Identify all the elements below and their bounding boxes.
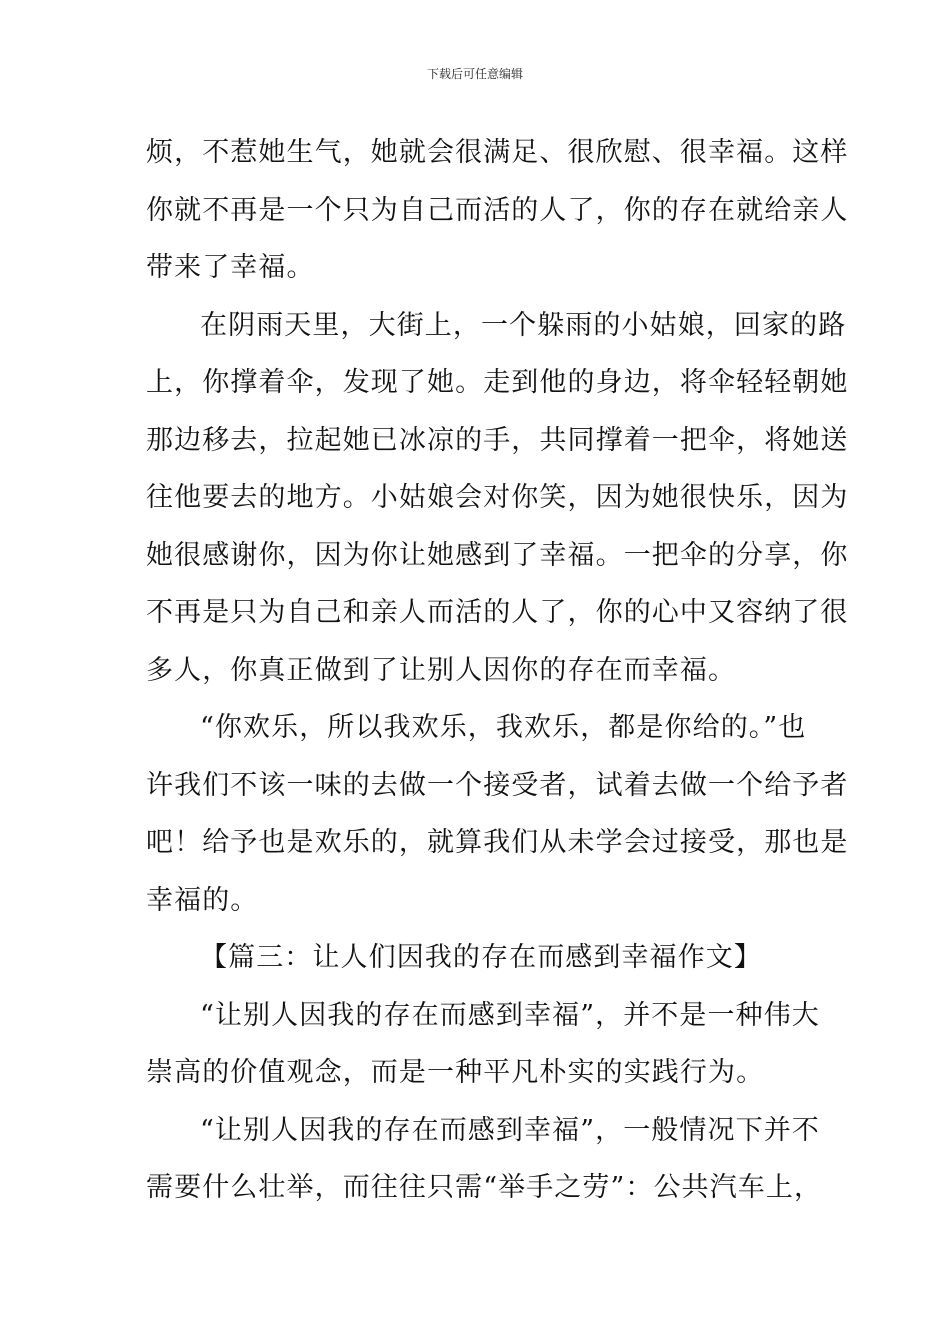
paragraph-line: “你欢乐，所以我欢乐，我欢乐，都是你给的。”也 (200, 712, 807, 743)
paragraph-line: 多人，你真正做到了让别人因你的存在而幸福。 (146, 654, 737, 686)
paragraph-line: 不再是只为自己和亲人而活的人了，你的心中又容纳了很 (146, 597, 849, 628)
paragraph-line: 她很感谢你，因为你让她感到了幸福。一把伞的分享，你 (146, 539, 849, 571)
paragraph-line: 幸福的。 (146, 884, 259, 916)
paragraph-line: 你就不再是一个只为自己而活的人了，你的存在就给亲人 (146, 194, 849, 226)
paragraph-line: 带来了幸福。 (146, 252, 315, 283)
paragraph-line: 烦，不惹她生气，她就会很满足、很欣慰、很幸福。这样 (146, 137, 849, 168)
section-heading-text: 【篇三：让人们因我的存在而感到幸福作文】 (200, 942, 762, 973)
paragraph-line: 上，你撑着伞，发现了她。走到他的身边，将伞轻轻朝她 (146, 367, 849, 398)
paragraph-5 (146, 1102, 823, 1217)
paragraph-line: 往他要去的地方。小姑娘会对你笑，因为她很快乐，因为 (146, 482, 849, 513)
paragraph-line: 那边移去，拉起她已冰凉的手，共同撑着一把伞，将她送 (146, 424, 849, 456)
page-header: 下载后可任意编辑 (426, 67, 523, 81)
paragraph-1 (146, 124, 849, 297)
section-heading (146, 929, 806, 987)
paragraph-line: 需要什么壮举，而往往只需“举手之劳”：公共汽车上， (146, 1172, 823, 1203)
paragraph-3 (146, 699, 849, 929)
paragraph-line: 在阴雨天里，大街上，一个躲雨的小姑娘，回家的路 (200, 309, 847, 341)
paragraph-line: “让别人因我的存在而感到幸福”，一般情况下并不 (200, 1114, 820, 1146)
paragraph-4 (146, 987, 820, 1102)
paragraph-line: 许我们不该一味的去做一个接受者，试着去做一个给予者 (146, 769, 849, 801)
paragraph-line: “让别人因我的存在而感到幸福”，并不是一种伟大 (200, 999, 820, 1031)
paragraph-line: 崇高的价值观念，而是一种平凡朴实的实践行为。 (146, 1057, 765, 1088)
document-body (146, 124, 849, 1217)
paragraph-2 (146, 297, 849, 700)
paragraph-line: 吧！给予也是欢乐的，就算我们从未学会过接受，那也是 (146, 827, 849, 858)
